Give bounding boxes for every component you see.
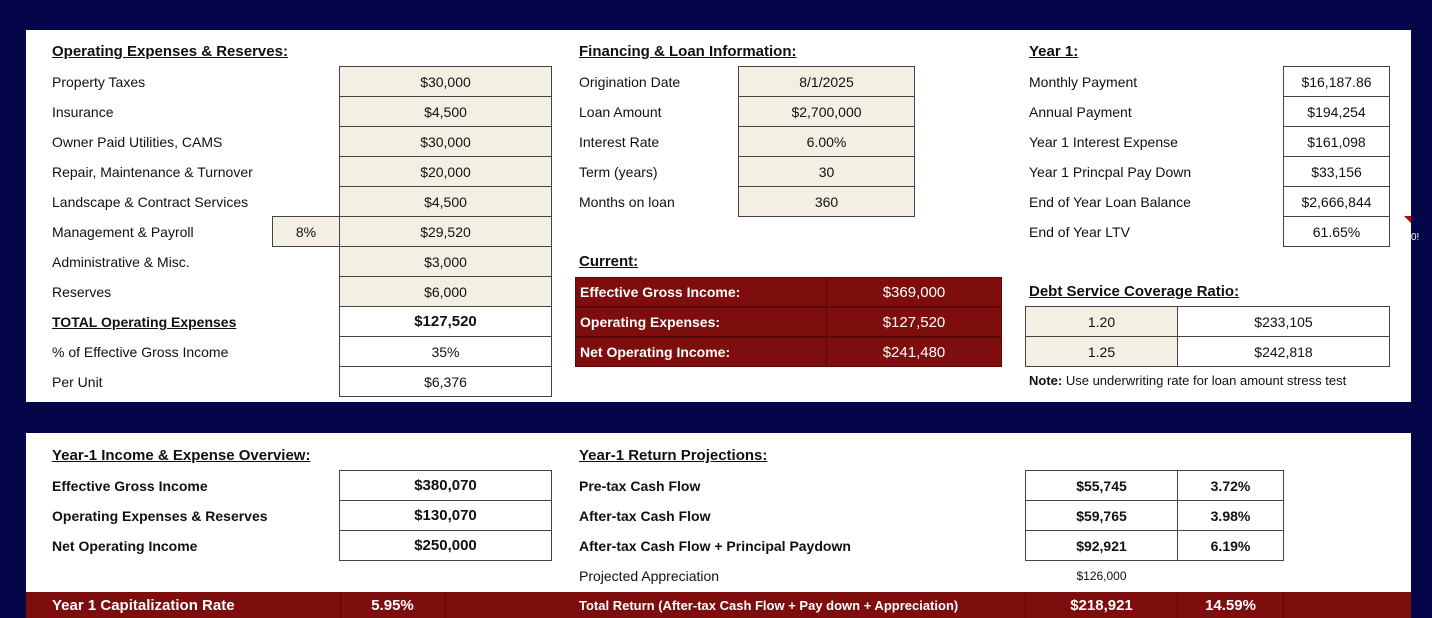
current-value-cell[interactable]: $241,480 <box>826 337 1002 367</box>
financing-value-cell[interactable]: 360 <box>738 186 915 217</box>
dscr-note <box>1029 372 1346 390</box>
opex-label: Reserves <box>52 284 112 300</box>
overview-label: Operating Expenses & Reserves <box>52 508 268 524</box>
opex-value-cell[interactable]: $30,000 <box>339 66 552 97</box>
year1-value-cell[interactable]: $33,156 <box>1283 156 1390 187</box>
cap-rate-label: Year 1 Capitalization Rate <box>52 597 235 614</box>
financing-label: Origination Date <box>579 74 681 90</box>
overview-value-cell[interactable]: $250,000 <box>339 530 552 561</box>
returns-value-cell[interactable]: $59,765 <box>1025 500 1178 531</box>
opex-value-cell[interactable]: $3,000 <box>339 246 552 277</box>
opex-value-cell[interactable]: $20,000 <box>339 156 552 187</box>
financing-label: Months on loan <box>579 194 675 210</box>
returns-pct-cell[interactable]: 3.72% <box>1177 470 1284 501</box>
dscr-ratio-cell[interactable]: 1.20 <box>1025 306 1178 337</box>
opex-per-unit-label: Per Unit <box>52 374 103 390</box>
year1-title: Year 1: <box>1029 43 1079 60</box>
year1-value-cell[interactable]: 61.65% <box>1283 216 1390 247</box>
dscr-note-label: Note: <box>1029 373 1063 388</box>
current-value-cell[interactable]: $369,000 <box>826 277 1002 307</box>
returns-pct-cell[interactable]: 3.98% <box>1177 500 1284 531</box>
current-label-cell: Effective Gross Income: <box>575 277 827 307</box>
appreciation-value[interactable]: $126,000 <box>1076 569 1127 583</box>
financing-label: Term (years) <box>579 164 658 180</box>
opex-value-cell[interactable]: $4,500 <box>339 96 552 127</box>
comment-marker-icon[interactable] <box>1404 216 1411 223</box>
opex-label: Property Taxes <box>52 74 146 90</box>
opex-value-cell[interactable]: $29,520 <box>339 216 552 247</box>
financing-value-cell[interactable]: 8/1/2025 <box>738 66 915 97</box>
returns-value-cell[interactable]: $92,921 <box>1025 530 1178 561</box>
year1-value-cell[interactable]: $161,098 <box>1283 126 1390 157</box>
year1-value-cell[interactable]: $16,187.86 <box>1283 66 1390 97</box>
total-return-label: Total Return (After-tax Cash Flow + Pay down + Appreciation) <box>579 598 959 613</box>
current-title: Current: <box>579 253 639 270</box>
opex-title: Operating Expenses & Reserves: <box>52 43 288 60</box>
overview-title: Year-1 Income & Expense Overview: <box>52 447 311 464</box>
overview-label: Effective Gross Income <box>52 478 208 494</box>
financing-label: Loan Amount <box>579 104 662 120</box>
cap-rate-value[interactable]: 5.95% <box>371 597 414 614</box>
current-value-cell[interactable]: $127,520 <box>826 307 1002 337</box>
returns-value-cell[interactable]: $55,745 <box>1025 470 1178 501</box>
clipped-cell-text: 0! <box>1411 232 1420 243</box>
overview-label: Net Operating Income <box>52 538 198 554</box>
dscr-ratio-cell[interactable]: 1.25 <box>1025 336 1178 367</box>
opex-total-cell[interactable]: $127,520 <box>339 306 552 337</box>
total-return-pct[interactable]: 14.59% <box>1205 597 1256 614</box>
financing-value-cell[interactable]: 6.00% <box>738 126 915 157</box>
year1-label: Annual Payment <box>1029 104 1132 120</box>
opex-label: Management & Payroll <box>52 224 194 240</box>
year1-value-cell[interactable]: $2,666,844 <box>1283 186 1390 217</box>
management-pct-cell[interactable]: 8% <box>272 216 340 247</box>
opex-label: Owner Paid Utilities, CAMS <box>52 134 223 150</box>
opex-value-cell[interactable]: $4,500 <box>339 186 552 217</box>
opex-label: Administrative & Misc. <box>52 254 190 270</box>
returns-pct-cell[interactable]: 6.19% <box>1177 530 1284 561</box>
returns-label: After-tax Cash Flow <box>579 508 711 524</box>
opex-label: Repair, Maintenance & Turnover <box>52 164 253 180</box>
opex-total-label: TOTAL Operating Expenses <box>52 314 237 330</box>
financing-value-cell[interactable]: $2,700,000 <box>738 96 915 127</box>
overview-value-cell[interactable]: $130,070 <box>339 500 552 531</box>
current-label-cell: Operating Expenses: <box>575 307 827 337</box>
year1-value-cell[interactable]: $194,254 <box>1283 96 1390 127</box>
financing-title: Financing & Loan Information: <box>579 43 797 60</box>
year1-label: Monthly Payment <box>1029 74 1138 90</box>
year1-label: Year 1 Princpal Pay Down <box>1029 164 1192 180</box>
year1-label: End of Year LTV <box>1029 224 1130 240</box>
opex-pct-cell[interactable]: 35% <box>339 336 552 367</box>
overview-value-cell[interactable]: $380,070 <box>339 470 552 501</box>
dscr-note-text: Use underwriting rate for loan amount stress test <box>1065 373 1347 388</box>
returns-label: After-tax Cash Flow + Principal Paydown <box>579 538 851 554</box>
year1-label: Year 1 Interest Expense <box>1029 134 1178 150</box>
total-return-value[interactable]: $218,921 <box>1070 597 1133 614</box>
opex-pct-label: % of Effective Gross Income <box>52 344 229 360</box>
dscr-title: Debt Service Coverage Ratio: <box>1029 283 1240 300</box>
dscr-value-cell[interactable]: $233,105 <box>1177 306 1390 337</box>
current-label-cell: Net Operating Income: <box>575 337 827 367</box>
opex-label: Insurance <box>52 104 114 120</box>
dscr-value-cell[interactable]: $242,818 <box>1177 336 1390 367</box>
returns-label: Pre-tax Cash Flow <box>579 478 701 494</box>
financing-label: Interest Rate <box>579 134 660 150</box>
opex-value-cell[interactable]: $6,000 <box>339 276 552 307</box>
financing-value-cell[interactable]: 30 <box>738 156 915 187</box>
opex-label: Landscape & Contract Services <box>52 194 249 210</box>
opex-per-unit-cell[interactable]: $6,376 <box>339 366 552 397</box>
opex-value-cell[interactable]: $30,000 <box>339 126 552 157</box>
appreciation-label: Projected Appreciation <box>579 568 720 584</box>
returns-title: Year-1 Return Projections: <box>579 447 768 464</box>
year1-label: End of Year Loan Balance <box>1029 194 1191 210</box>
